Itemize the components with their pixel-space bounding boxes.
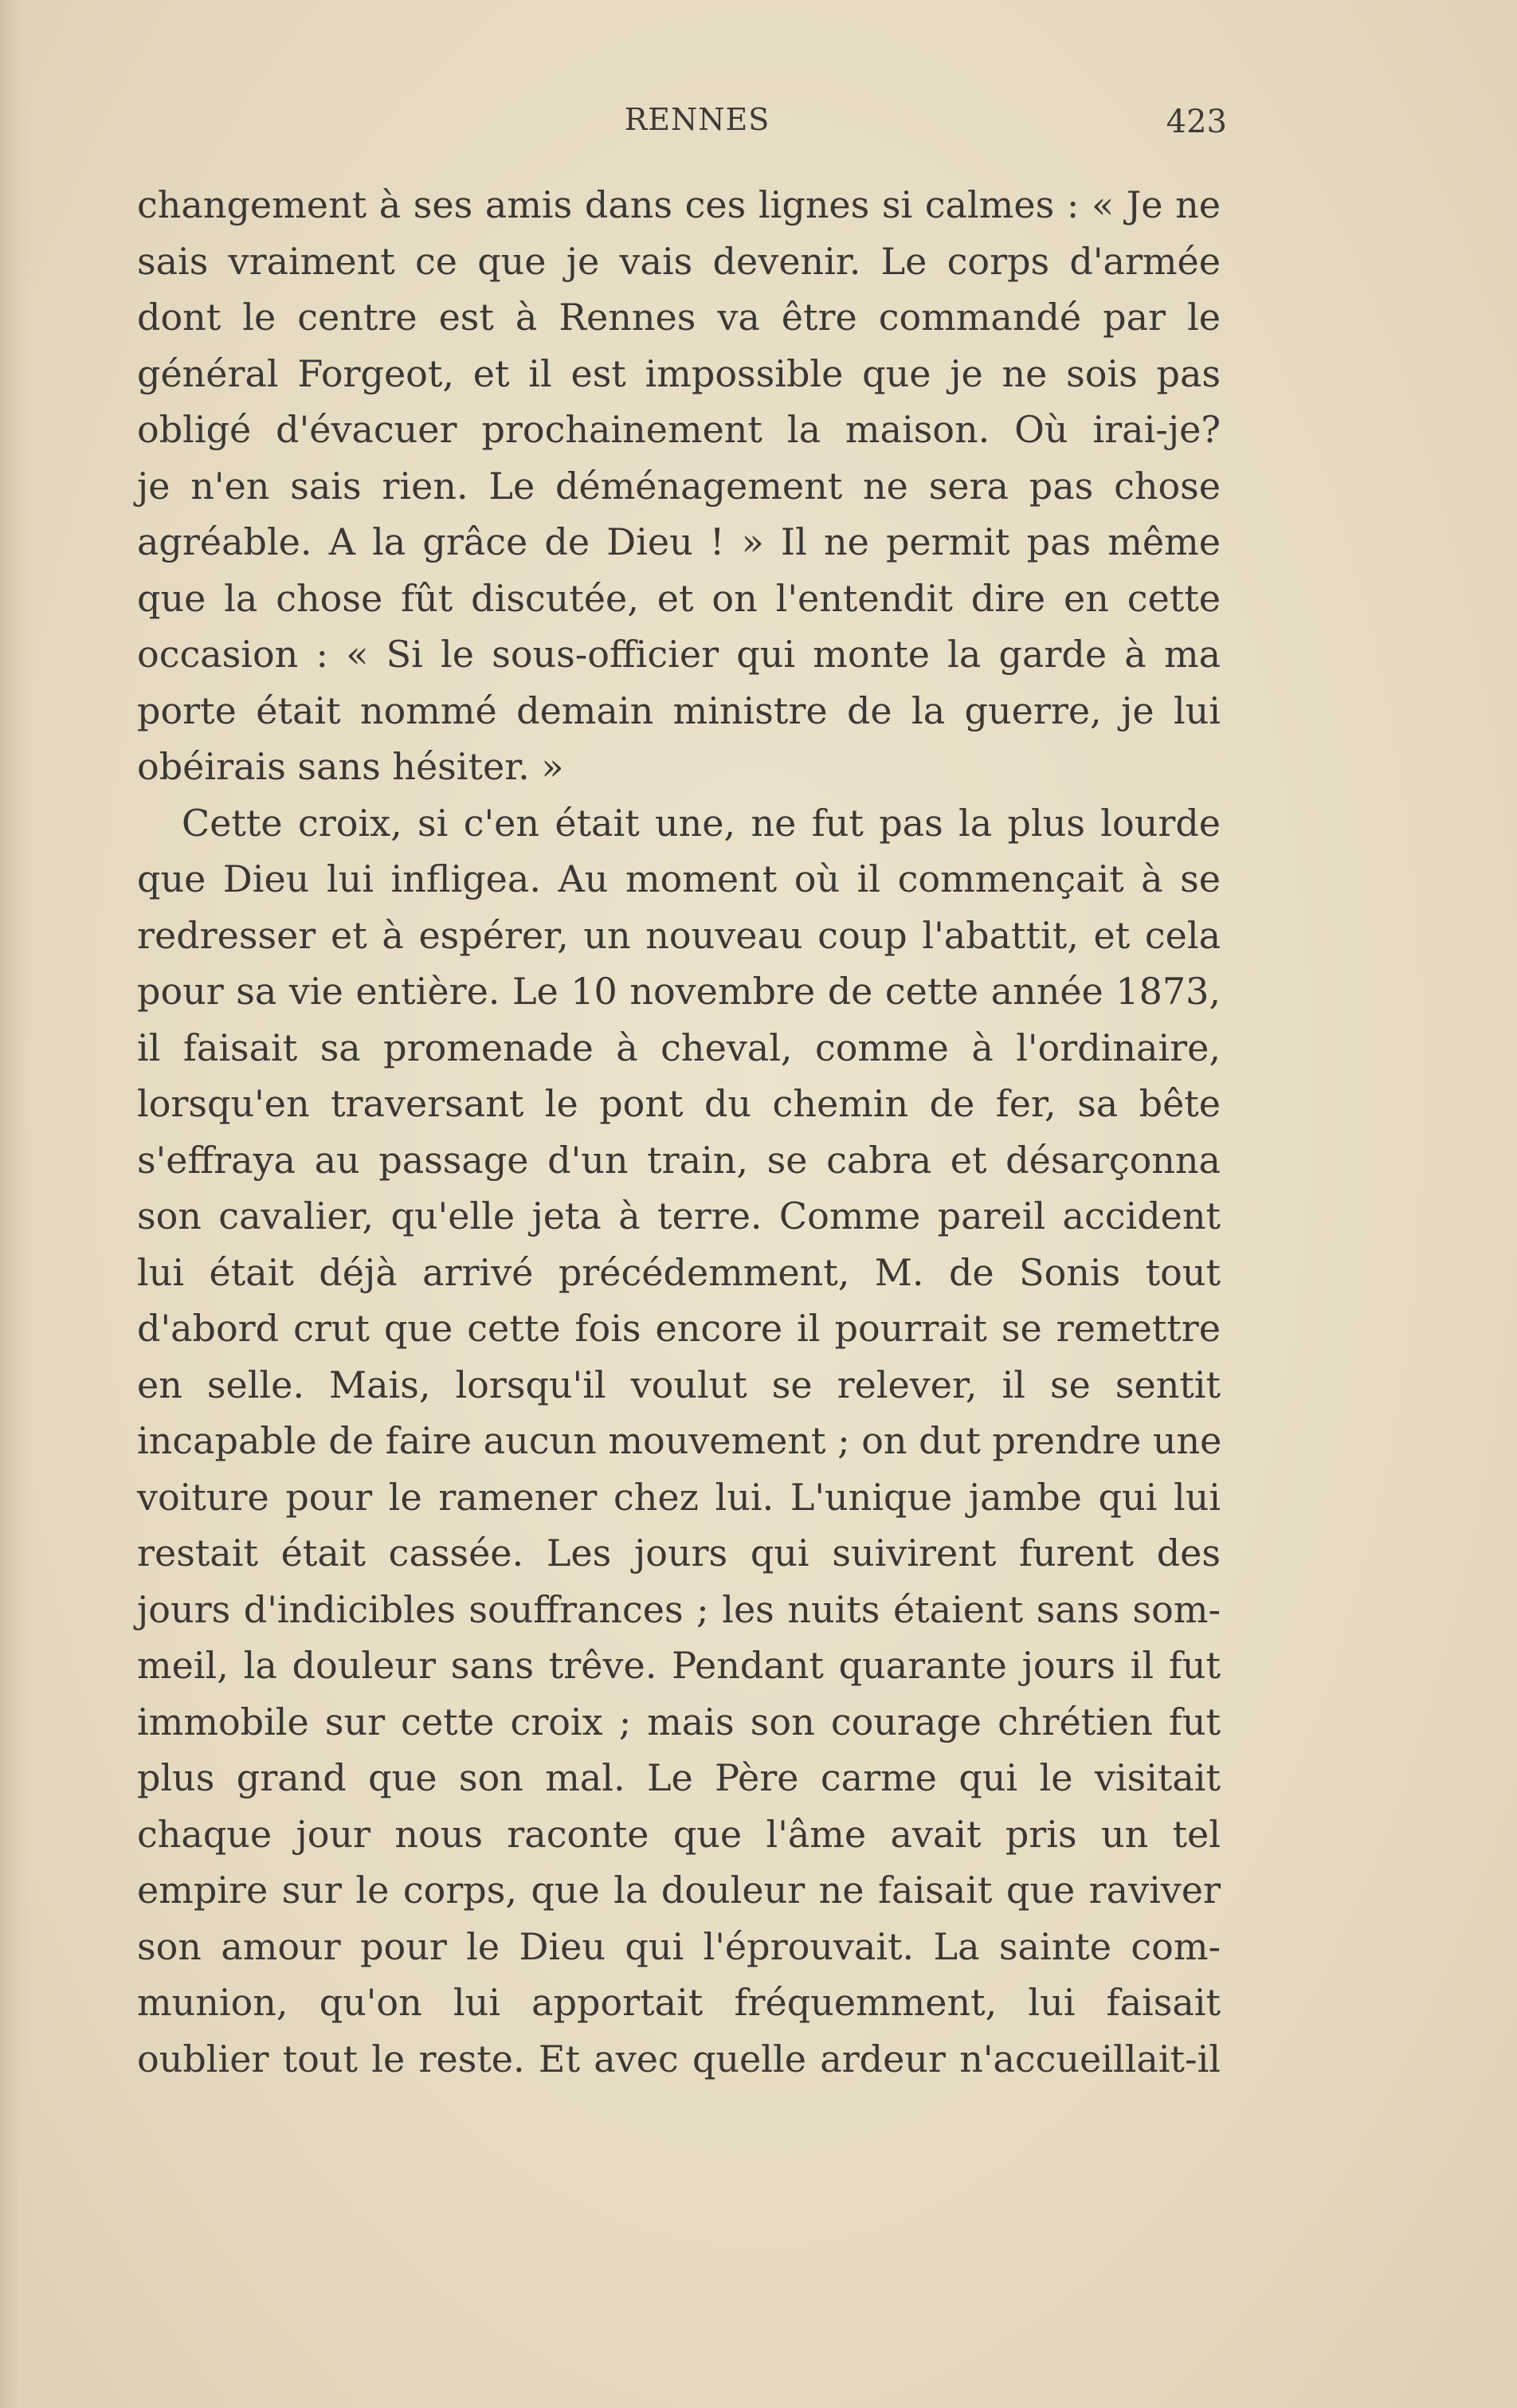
text-line: son cavalier, qu'elle jeta à terre. Comme pareil accident <box>137 1194 1221 1237</box>
body-text <box>137 177 1221 2087</box>
running-head <box>0 102 1517 150</box>
text-line: dont le centre est à Rennes va être commandé par le <box>137 296 1221 339</box>
text-line: oublier tout le reste. Et avec quelle ardeur n'accueillait-il <box>137 2037 1221 2081</box>
text-line: redresser et à espérer, un nouveau coup l'abattit, et cela <box>137 913 1221 957</box>
text-line: que Dieu lui infligea. Au moment où il commençait à se <box>137 857 1221 900</box>
text-line: voiture pour le ramener chez lui. L'unique jambe qui lui <box>137 1475 1221 1519</box>
text-line: changement à ses amis dans ces lignes si calmes : « Je ne <box>137 183 1221 226</box>
text-line: son amour pour le Dieu qui l'éprouvait. La sainte com- <box>137 1924 1221 1968</box>
text-line: d'abord crut que cette fois encore il pourrait se remettre <box>137 1307 1221 1350</box>
text-line: lorsqu'en traversant le pont du chemin de fer, sa bête <box>137 1082 1221 1125</box>
text-line: chaque jour nous raconte que l'âme avait pris un tel <box>137 1812 1221 1856</box>
text-line: occasion : « Si le sous-officier qui monte la garde à ma <box>137 633 1221 676</box>
text-line: je n'en sais rien. Le déménagement ne sera pas chose <box>137 464 1221 508</box>
text-line: porte était nommé demain ministre de la guerre, je lui <box>137 688 1221 732</box>
text-line: agréable. A la grâce de Dieu ! » Il ne permit pas même <box>137 520 1221 563</box>
text-line: incapable de faire aucun mouvement ; on dut prendre une <box>137 1419 1222 1462</box>
text-line: s'effraya au passage d'un train, se cabra et désarçonna <box>137 1138 1221 1182</box>
text-line: il faisait sa promenade à cheval, comme à l'ordinaire, <box>137 1026 1221 1069</box>
text-line: jours d'indicibles souffrances ; les nuits étaient sans som- <box>137 1587 1221 1631</box>
gutter-shadow <box>0 0 32 2408</box>
text-line: restait était cassée. Les jours qui suivirent furent des <box>137 1531 1221 1575</box>
text-line: sais vraiment ce que je vais devenir. Le corps d'armée <box>137 239 1221 283</box>
text-line: immobile sur cette croix ; mais son courage chrétien fut <box>137 1700 1221 1743</box>
text-line: lui était déjà arrivé précédemment, M. de Sonis tout <box>137 1250 1221 1294</box>
text-line: empire sur le corps, que la douleur ne faisait que raviver <box>137 1869 1221 1912</box>
text-line: plus grand que son mal. Le Père carme qui le visitait <box>137 1756 1221 1799</box>
text-line: en selle. Mais, lorsqu'il voulut se relever, il se sentit <box>137 1363 1221 1406</box>
page-number: 423 <box>1166 104 1227 140</box>
text-line: général Forgeot, et il est impossible que je ne sois pas <box>137 351 1221 395</box>
text-line: obligé d'évacuer prochainement la maison. Où irai-je? <box>137 408 1221 451</box>
paragraph-end-line: obéirais sans hésiter. » <box>137 745 564 788</box>
paragraph-first-line: Cette croix, si c'en était une, ne fut pas la plus lourde <box>182 801 1221 845</box>
text-line: que la chose fût discutée, et on l'entendit dire en cette <box>137 576 1221 620</box>
text-line: pour sa vie entière. Le 10 novembre de cette année 1873, <box>137 970 1221 1013</box>
running-title: RENNES <box>624 102 770 137</box>
text-line: meil, la douleur sans trêve. Pendant quarante jours il fut <box>137 1644 1221 1687</box>
text-line: munion, qu'on lui apportait fréquemment, lui faisait <box>137 1981 1221 2024</box>
